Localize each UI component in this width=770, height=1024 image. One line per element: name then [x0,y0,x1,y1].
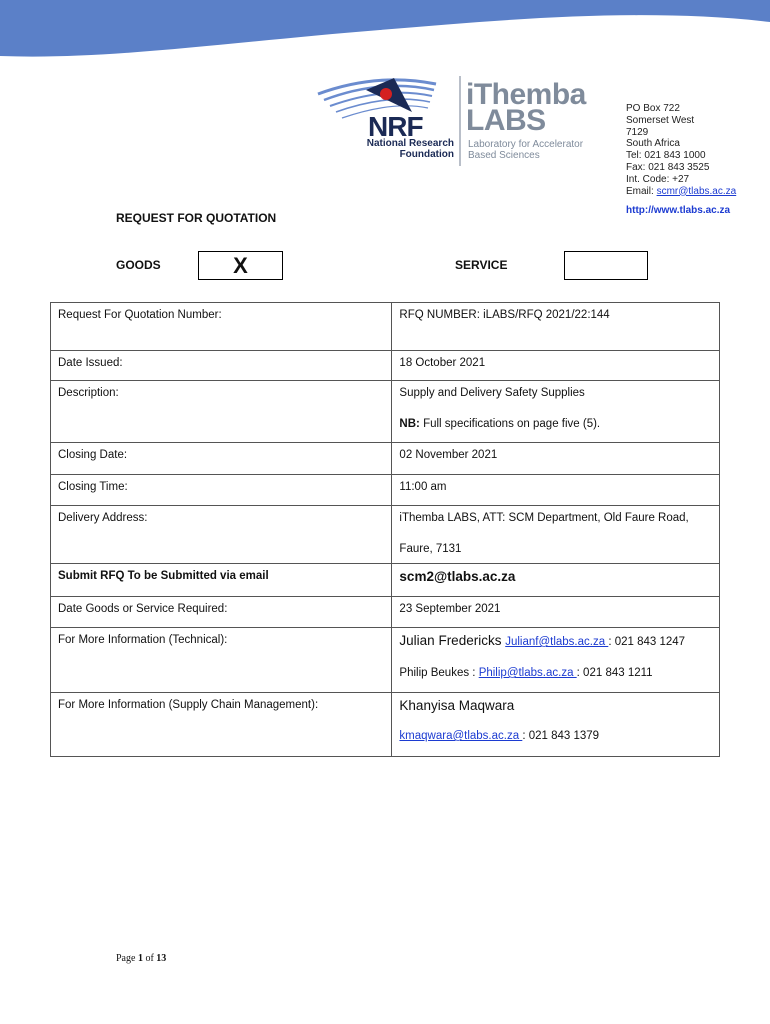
nrf-logo-text: NRF [368,111,423,142]
ithemba-subtitle: Laboratory for Accelerator Based Sciences [468,139,584,161]
service-label: SERVICE [455,258,508,272]
logo-divider [459,76,461,166]
nrf-name: National Research Foundation [366,138,454,160]
julian-email-link[interactable]: Julianf@tlabs.ac.za [505,636,609,648]
date-required-label: Date Goods or Service Required: [51,597,392,628]
address-block: PO Box 722 Somerset West 7129 South Africa Tel: 021 843 1000 Fax: 021 843 3525 Int. Code: +27 Email: scmr@tlabs.ac.za [626,103,737,197]
khanyisa-email-link[interactable]: kmaqwara@tlabs.ac.za [399,730,523,742]
service-checkbox[interactable] [564,251,648,280]
header-wave [0,0,770,80]
description-label: Description: [51,381,392,443]
goods-label: GOODS [116,258,161,272]
closing-time-value: 11:00 am [392,475,720,506]
table-row [51,693,720,757]
rfq-details-table [50,302,720,757]
description-note: NB: Full specifications on page five (5). [399,418,601,430]
table-row [51,564,720,597]
table-row [51,303,720,351]
submit-label: Submit RFQ To be Submitted via email [51,564,392,597]
goods-checkbox[interactable]: X [198,251,283,280]
table-row [51,381,720,443]
table-row [51,506,720,564]
technical-contacts [392,628,720,693]
scm-info-label: For More Information (Supply Chain Management): [51,693,392,757]
description-value: Supply and Delivery Safety Supplies NB: Full specifications on page five (5). [392,381,720,443]
table-row [51,351,720,381]
technical-contact-2: Philip Beukes : Philip@tlabs.ac.za : 021 843 1211 [399,667,653,679]
closing-time-label: Closing Time: [51,475,392,506]
table-row [51,597,720,628]
rfq-number-label: Request For Quotation Number: [51,303,392,351]
table-row [51,628,720,693]
page-title: REQUEST FOR QUOTATION [116,211,277,225]
email-link[interactable]: scmr@tlabs.ac.za [656,185,737,197]
submit-email: scm2@tlabs.ac.za [392,564,720,597]
table-row [51,443,720,475]
delivery-address-label: Delivery Address: [51,506,392,564]
table-row [51,475,720,506]
philip-email-link[interactable]: Philip@tlabs.ac.za [478,667,577,679]
technical-info-label: For More Information (Technical): [51,628,392,693]
rfq-number-value: RFQ NUMBER: iLABS/RFQ 2021/22:144 [392,303,720,351]
delivery-address-value: iThemba LABS, ATT: SCM Department, Old Faure Road, Faure, 7131 [392,506,720,564]
date-issued-value: 18 October 2021 [392,351,720,381]
date-issued-label: Date Issued: [51,351,392,381]
ithemba-logo-text: iThemba LABS [466,78,586,137]
closing-date-value: 02 November 2021 [392,443,720,475]
website-link[interactable]: http://www.tlabs.ac.za [626,205,731,216]
closing-date-label: Closing Date: [51,443,392,475]
page-number: Page 1 of 13 [116,953,167,964]
date-required-value: 23 September 2021 [392,597,720,628]
technical-contact-1: Julian Fredericks Julianf@tlabs.ac.za : 021 843 1247 [399,633,686,648]
scm-contact: Khanyisa Maqwara kmaqwara@tlabs.ac.za : 021 843 1379 [392,693,720,757]
